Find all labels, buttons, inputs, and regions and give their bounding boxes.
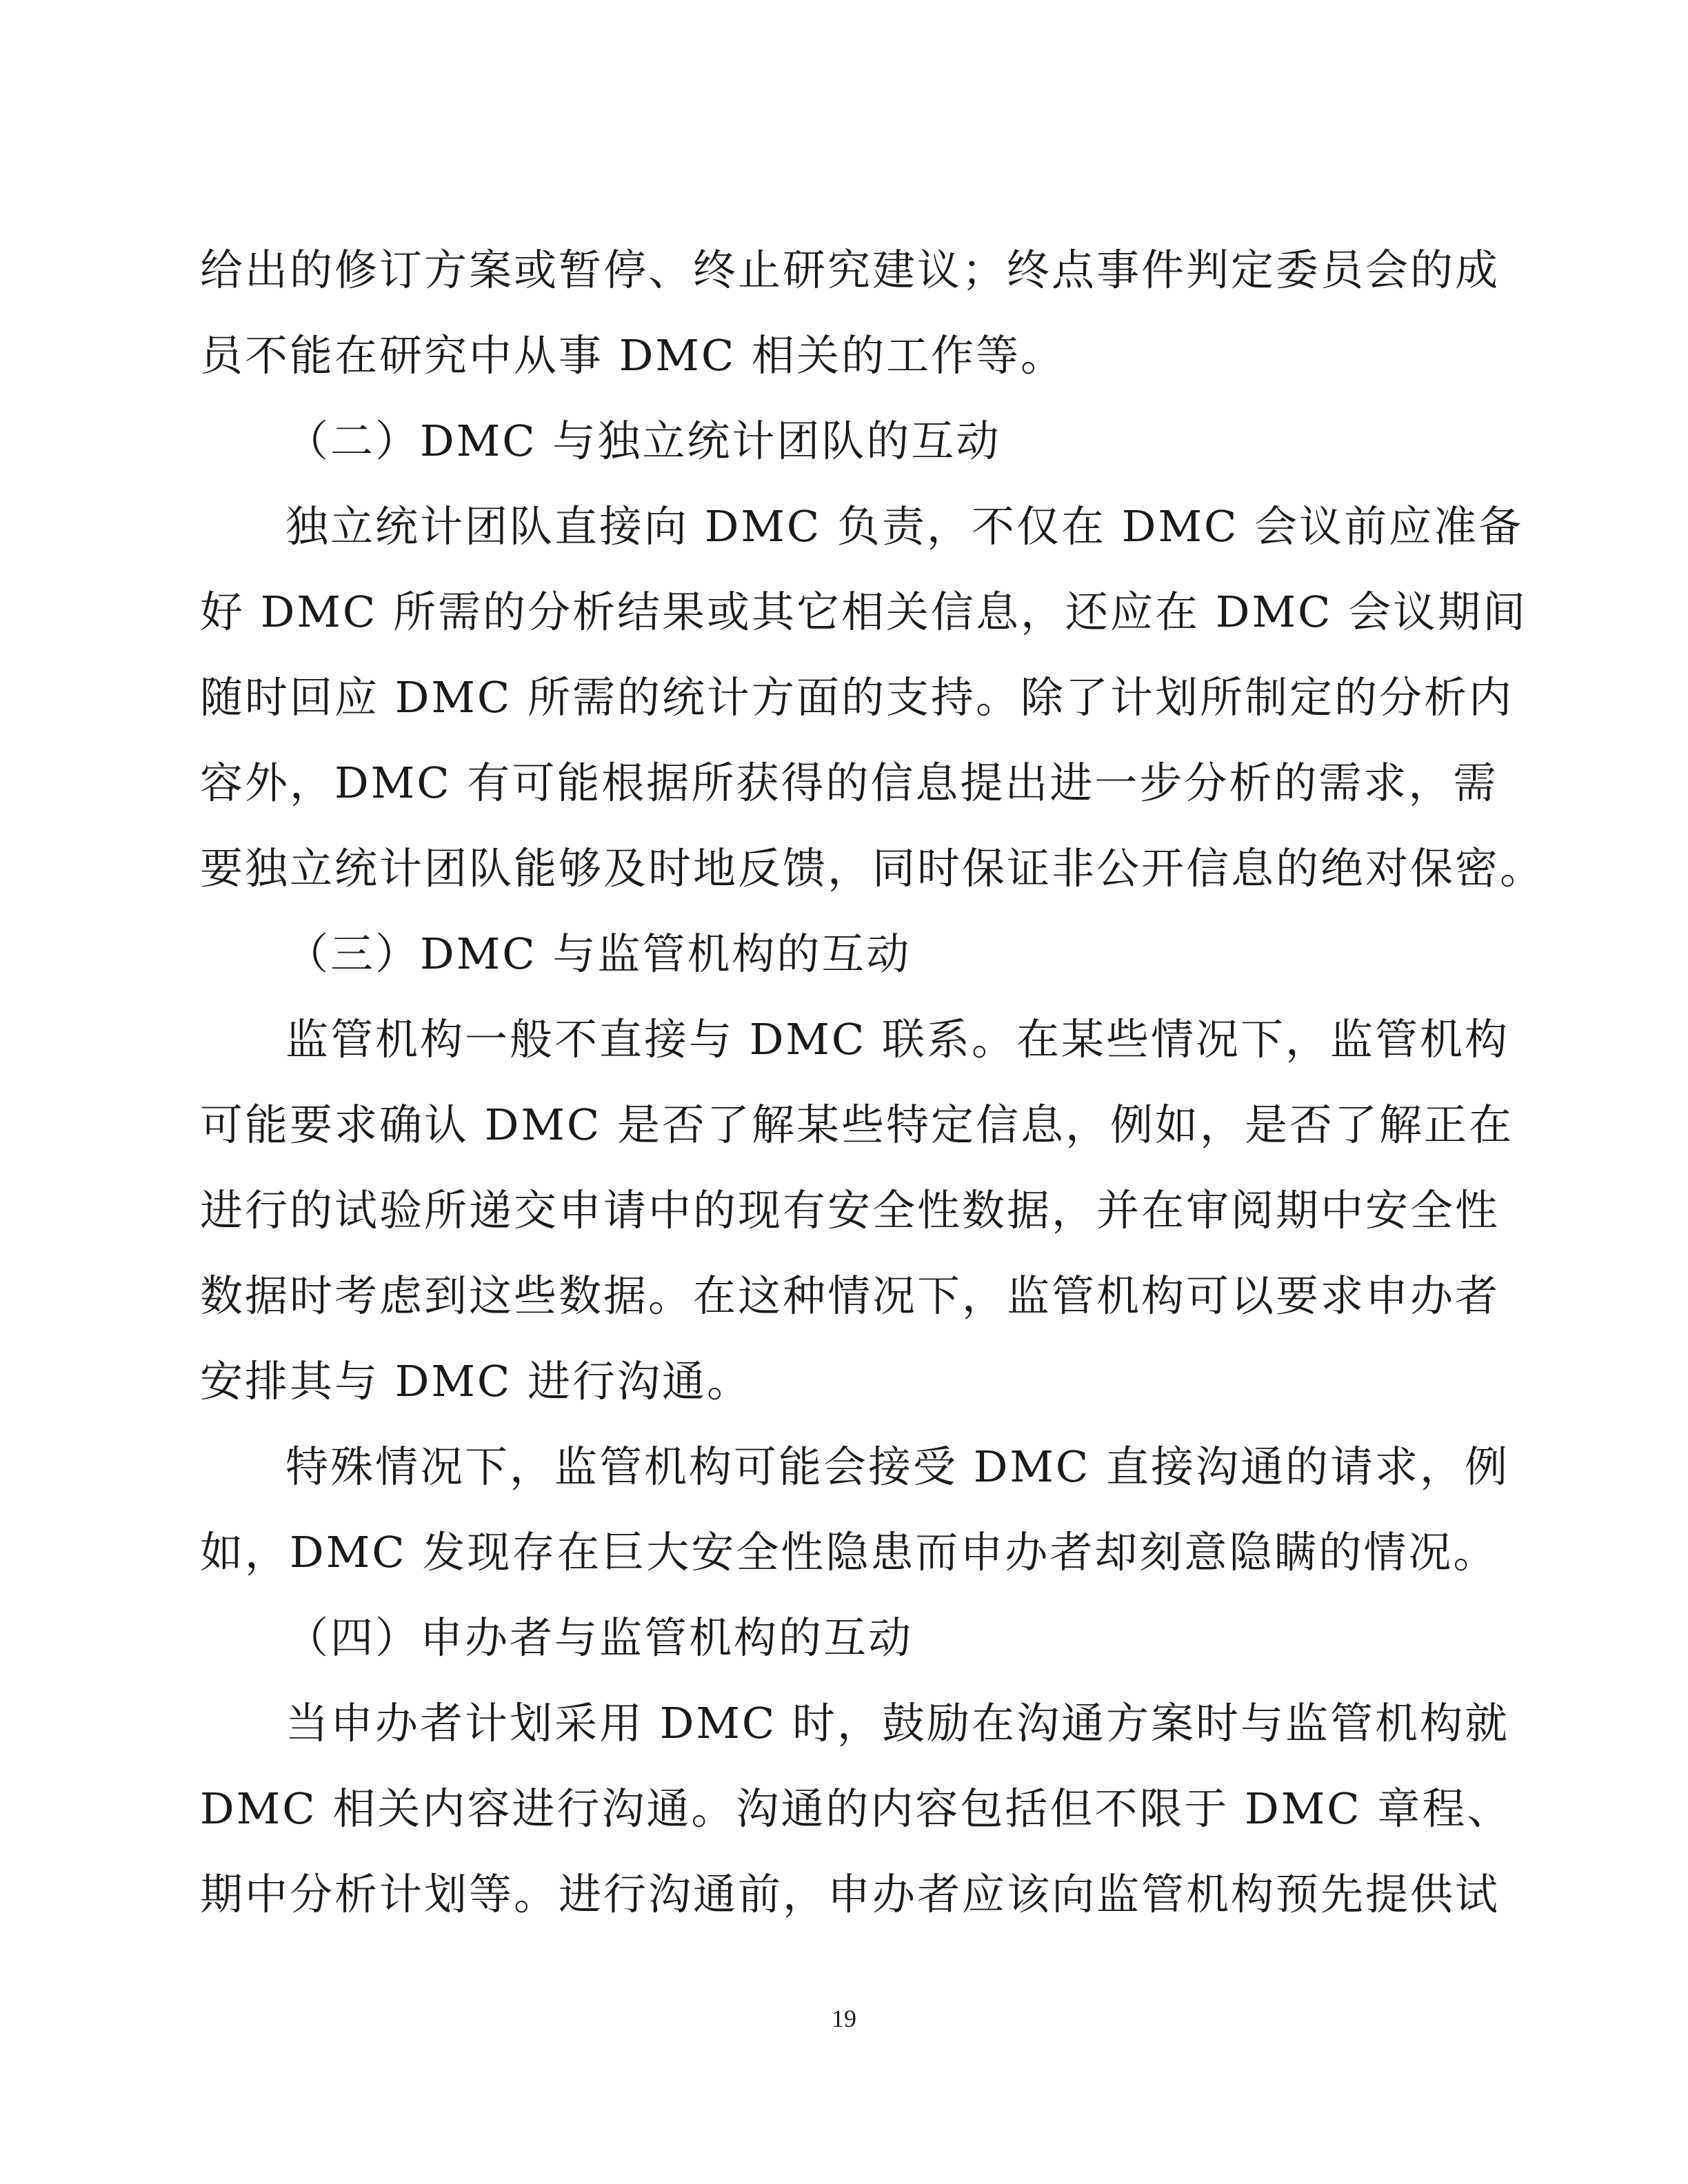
- text-line: 可能要求确认 DMC 是否了解某些特定信息，例如，是否了解正在: [200, 1100, 1514, 1150]
- text-line: 数据时考虑到这些数据。在这种情况下，监管机构可以要求申办者: [200, 1271, 1500, 1321]
- paragraph-first-line: 特殊情况下，监管机构可能会接受 DMC 直接沟通的请求，例: [285, 1442, 1510, 1492]
- text-line: 给出的修订方案或暂停、终止研究建议；终点事件判定委员会的成: [200, 245, 1500, 295]
- paragraph-first-line: 当申办者计划采用 DMC 时，鼓励在沟通方案时与监管机构就: [285, 1698, 1510, 1748]
- section-heading: （二）DMC 与独立统计团队的互动: [285, 416, 1001, 466]
- text-line: DMC 相关内容进行沟通。沟通的内容包括但不限于 DMC 章程、: [200, 1783, 1512, 1834]
- text-line: 要独立统计团队能够及时地反馈，同时保证非公开信息的绝对保密。: [200, 843, 1545, 893]
- text-line: 如，DMC 发现存在巨大安全性隐患而申办者却刻意隐瞒的情况。: [200, 1527, 1498, 1577]
- text-line: 随时回应 DMC 所需的统计方面的支持。除了计划所制定的分析内: [200, 672, 1514, 722]
- text-line: 好 DMC 所需的分析结果或其它相关信息，还应在 DMC 会议期间: [200, 587, 1528, 637]
- text-line: 容外，DMC 有可能根据所获得的信息提出进一步分析的需求，需: [200, 758, 1498, 808]
- section-heading: （四）申办者与监管机构的互动: [285, 1612, 914, 1663]
- paragraph-first-line: 监管机构一般不直接与 DMC 联系。在某些情况下，监管机构: [285, 1014, 1510, 1064]
- text-line: 安排其与 DMC 进行沟通。: [200, 1356, 752, 1406]
- section-heading: （三）DMC 与监管机构的互动: [285, 929, 912, 979]
- page-number: 19: [832, 2005, 856, 2032]
- paragraph-first-line: 独立统计团队直接向 DMC 负责，不仅在 DMC 会议前应准备: [285, 501, 1524, 552]
- text-line: 员不能在研究中从事 DMC 相关的工作等。: [200, 330, 1066, 381]
- text-line: 进行的试验所递交申请中的现有安全性数据，并在审阅期中安全性: [200, 1185, 1500, 1235]
- text-line: 期中分析计划等。进行沟通前，申办者应该向监管机构预先提供试: [200, 1869, 1500, 1919]
